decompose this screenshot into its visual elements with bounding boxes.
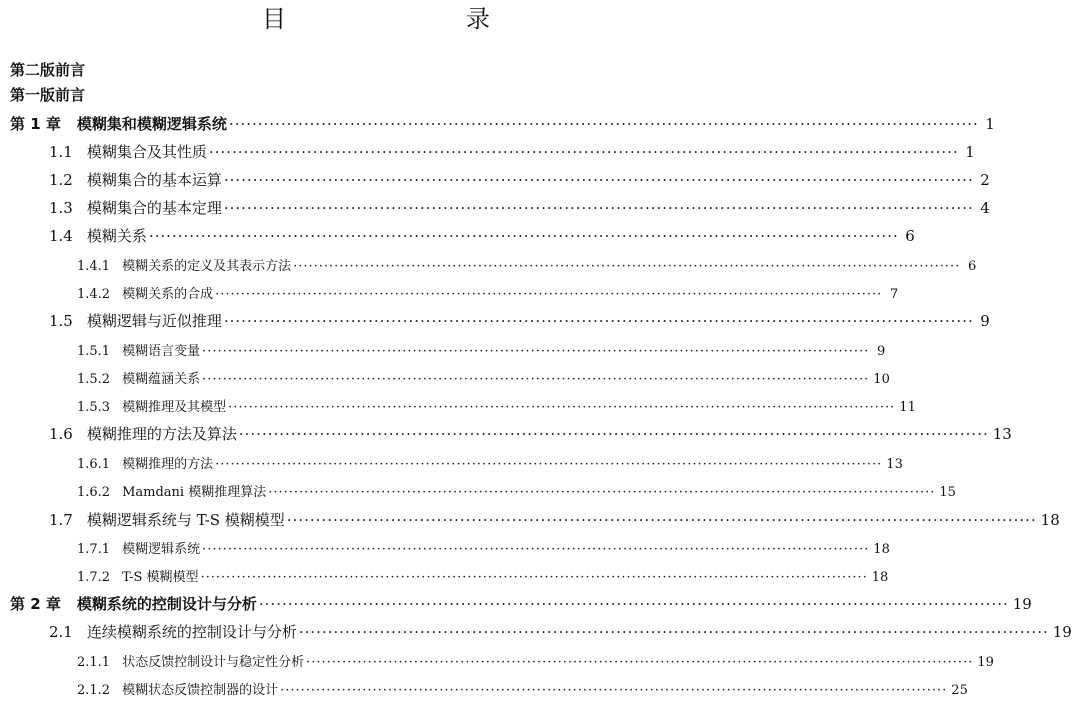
toc-entry-title: 模糊推理的方法 xyxy=(122,457,214,472)
toc-entry-title: 模糊状态反馈控制器的设计 xyxy=(122,683,279,698)
toc-entry-number: 1.2 xyxy=(49,171,73,189)
toc-entry-title: 模糊逻辑系统与 T-S 模糊模型 xyxy=(86,511,285,529)
toc-entry-page: 18 xyxy=(871,570,889,585)
toc-entry[interactable] xyxy=(77,283,899,302)
toc-entry[interactable] xyxy=(77,679,968,698)
toc-entry[interactable] xyxy=(77,453,903,472)
toc-entry-title: 状态反馈控制设计与稳定性分析 xyxy=(122,655,305,670)
toc-entry-page: 19 xyxy=(1052,623,1072,641)
toc-entry-page: 18 xyxy=(873,542,890,557)
toc-entry-page: 2 xyxy=(980,171,990,189)
toc-entry-page: 9 xyxy=(877,344,886,359)
toc-entry-title: 模糊集合及其性质 xyxy=(86,143,207,161)
dot-leader: ·································································································································· xyxy=(268,485,936,500)
toc-entry-number: 2.1 xyxy=(49,623,73,641)
toc-entry[interactable] xyxy=(49,141,975,162)
toc-entry-page: 6 xyxy=(968,259,977,274)
toc-entry-number: 1.6.2 xyxy=(77,485,111,500)
toc-entry-page: 7 xyxy=(890,287,899,302)
toc-entry-number: 1.5.1 xyxy=(77,344,111,359)
dot-leader: ·································································································································· xyxy=(258,595,1009,613)
toc-entry-title: 模糊集和模糊逻辑系统 xyxy=(76,115,227,133)
toc-entry-title: 模糊关系的合成 xyxy=(122,287,214,302)
toc-entry[interactable] xyxy=(49,310,990,331)
toc-entry-page: 9 xyxy=(980,312,990,330)
toc-entry-number: 1.5.3 xyxy=(77,400,111,415)
toc-entry-page: 19 xyxy=(1012,595,1032,613)
toc-entry-title: Mamdani 模糊推理算法 xyxy=(122,485,267,500)
toc-entry-number: 1.7 xyxy=(49,511,73,529)
toc-entry-page: 13 xyxy=(992,425,1012,443)
toc-entry-page: 10 xyxy=(873,372,890,387)
toc-entry[interactable] xyxy=(10,593,1032,614)
toc-entry-number: 1.5.2 xyxy=(77,372,111,387)
dot-leader: ·································································································································· xyxy=(286,511,1037,529)
dot-leader: ·································································································································· xyxy=(306,655,974,670)
dot-leader: ·································································································································· xyxy=(223,312,974,330)
toc-entry[interactable] xyxy=(10,84,730,105)
toc-entry-page: 6 xyxy=(905,227,915,245)
toc-entry-title: 连续模糊系统的控制设计与分析 xyxy=(86,623,297,641)
toc-entry[interactable] xyxy=(10,59,730,80)
toc-entry[interactable] xyxy=(77,566,889,585)
toc-entry-page: 18 xyxy=(1040,511,1060,529)
toc-entry[interactable] xyxy=(49,197,990,218)
toc-entry-title: 模糊推理的方法及算法 xyxy=(86,425,237,443)
toc-entry-title: 第一版前言 xyxy=(10,86,86,104)
toc-entry-title: 模糊蕴涵关系 xyxy=(122,372,201,387)
toc-entry-number: 第 2 章 xyxy=(10,595,61,613)
toc-entry-page: 13 xyxy=(886,457,903,472)
toc-entry-number: 1.4.2 xyxy=(77,287,111,302)
dot-leader: ·································································································································· xyxy=(280,683,948,698)
toc-entry-number: 2.1.2 xyxy=(77,683,111,698)
toc-entry-page: 4 xyxy=(980,199,990,217)
toc-entry-page: 11 xyxy=(899,400,916,415)
toc-entry-number: 1.7.2 xyxy=(77,570,111,585)
toc-entry-title: 模糊系统的控制设计与分析 xyxy=(76,595,257,613)
dot-leader: ·································································································································· xyxy=(148,227,899,245)
toc-entry[interactable] xyxy=(77,481,956,500)
toc-entry-number: 2.1.1 xyxy=(77,655,111,670)
toc-entry[interactable] xyxy=(49,225,915,246)
toc-entry-title: 模糊推理及其模型 xyxy=(122,400,227,415)
dot-leader: ·································································································································· xyxy=(228,115,979,133)
toc-entry-number: 1.4 xyxy=(49,227,73,245)
dot-leader: ·································································································································· xyxy=(223,199,974,217)
toc-entry[interactable] xyxy=(49,621,1072,642)
page-title: 目 录 xyxy=(262,5,534,33)
dot-leader: ·································································································································· xyxy=(293,259,961,274)
toc-entry[interactable] xyxy=(77,368,890,387)
toc-entry-number: 1.4.1 xyxy=(77,259,111,274)
toc-entry-title: 模糊逻辑系统 xyxy=(122,542,201,557)
toc-entry-title: 模糊集合的基本定理 xyxy=(86,199,222,217)
toc-entry-page: 1 xyxy=(965,143,975,161)
toc-entry-title: 模糊逻辑与近似推理 xyxy=(86,312,222,330)
toc-entry-page: 15 xyxy=(939,485,956,500)
dot-leader: ·································································································································· xyxy=(200,570,868,585)
toc-entry-title: 模糊关系 xyxy=(86,227,147,245)
dot-leader: ·································································································································· xyxy=(228,400,896,415)
dot-leader: ·································································································································· xyxy=(202,372,870,387)
toc-entry[interactable] xyxy=(77,538,890,557)
toc-entry-title: 第二版前言 xyxy=(10,61,86,79)
toc-entry-number: 1.6.1 xyxy=(77,457,111,472)
toc-entry[interactable] xyxy=(77,340,886,359)
toc-entry-number: 1.7.1 xyxy=(77,542,111,557)
toc-entry-title: 模糊语言变量 xyxy=(122,344,201,359)
toc-entry[interactable] xyxy=(49,509,1060,530)
toc-entry[interactable] xyxy=(49,423,1012,444)
toc-entry[interactable] xyxy=(77,255,977,274)
toc-entry-page: 1 xyxy=(985,115,995,133)
dot-leader: ·································································································································· xyxy=(298,623,1049,641)
dot-leader: ·································································································································· xyxy=(208,143,959,161)
toc-entry[interactable] xyxy=(49,169,990,190)
dot-leader: ·································································································································· xyxy=(223,171,974,189)
toc-entry-number: 第 1 章 xyxy=(10,115,61,133)
toc-entry-page: 25 xyxy=(951,683,968,698)
toc-entry-number: 1.3 xyxy=(49,199,73,217)
toc-entry-title: 模糊集合的基本运算 xyxy=(86,171,222,189)
dot-leader: ·································································································································· xyxy=(238,425,989,443)
toc-entry-number: 1.6 xyxy=(49,425,73,443)
dot-leader: ·································································································································· xyxy=(202,542,870,557)
toc-entry[interactable] xyxy=(77,651,994,670)
toc-entry-page: 19 xyxy=(977,655,994,670)
toc-entry-title: T-S 模糊模型 xyxy=(122,570,199,585)
toc-entry[interactable] xyxy=(77,396,916,415)
toc-entry-number: 1.1 xyxy=(49,143,73,161)
toc-entry-title: 模糊关系的定义及其表示方法 xyxy=(122,259,292,274)
toc-entry-number: 1.5 xyxy=(49,312,73,330)
dot-leader: ·································································································································· xyxy=(202,344,870,359)
dot-leader: ·································································································································· xyxy=(215,287,883,302)
dot-leader: ·································································································································· xyxy=(215,457,883,472)
toc-entry[interactable] xyxy=(10,113,995,134)
